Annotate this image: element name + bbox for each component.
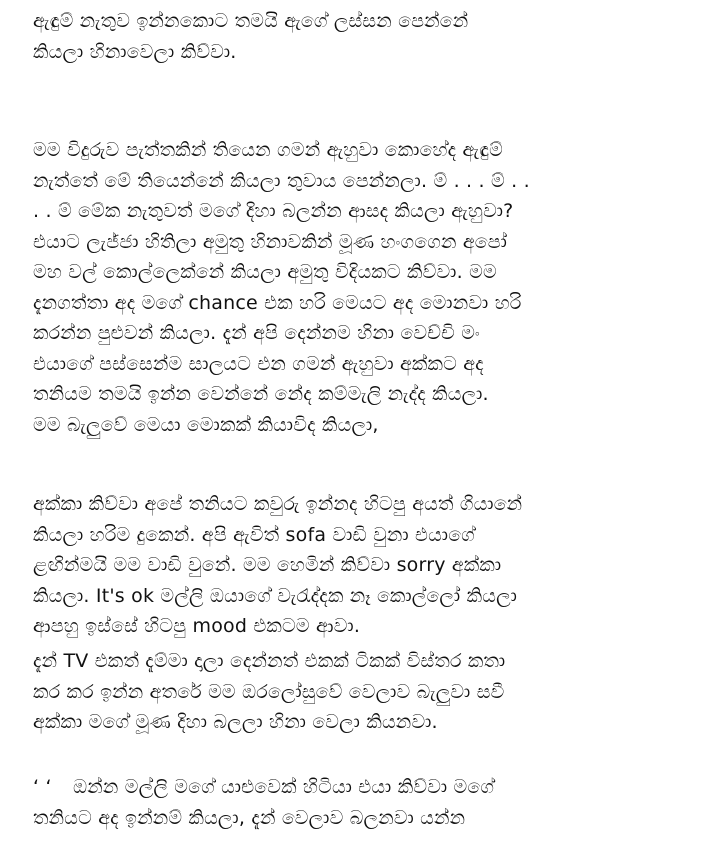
- paragraph-5: [33, 772, 680, 833]
- paragraph-1: [33, 6, 680, 67]
- text-line: [33, 772, 680, 803]
- text-line: මහ වල් කොල්ලෙක්නේ කියලා අමුතු විදියකට කිව්වා. මම: [33, 261, 497, 283]
- paragraph-2: [33, 135, 680, 440]
- text-line: ආපහු ඉස්සේ හිටපු mood එකටම ආවා.: [33, 615, 361, 637]
- text-line: නැත්තේ මේ තියෙන්නේ කියලා තුවාය පෙන්නලා. ම් . . . ම් . .: [33, 169, 530, 192]
- text-line: කරන්න පුළුවන් කියලා. දැන් අපි දෙන්නම හිනා වෙච්චි මං: [33, 322, 480, 344]
- text-line: කර කර ඉන්න අතරේ මම ඔරලෝසුවේ වෙලාව බැලුවා සවී: [33, 680, 505, 703]
- text-line: කියලා. It's ok මල්ලි ඔයාගේ වැරැද්දක නෑ කොල්ලෝ කියලා: [33, 584, 518, 607]
- text-line-content: ඔන්න මල්ලි මගේ යාළුවෙක් හිටියා එයා කිව්වා මගේ: [73, 776, 495, 798]
- text-line: තනියම තමයි ඉන්න වෙන්නේ නේද කම්මැලි නැද්ද කියලා.: [33, 383, 489, 405]
- text-line: මම විදුරුව පැත්තකින් තියෙන ගමන් ඇහුවා කොහේද ඇඳුම්: [33, 139, 503, 161]
- text-line: එයාට ලැජ්ජා හිතිලා අමුතු හිනාවකින් මූණ හංගගෙන අපෝ: [33, 230, 508, 253]
- text-line: ළඟින්මයි මම වාඩි වුනේ. මම හෙමින් කිව්වා sorry අක්කා: [33, 554, 502, 576]
- text-line: . . ම් මේක නැතුවත් මගේ දිහා බලන්න ආසද කියලා ඇහුවා?: [33, 200, 514, 222]
- opening-quote-marks: ‘ ‘: [33, 776, 52, 798]
- text-line: දැනගත්තා අද මගේ chance එක හරි මෙයට අද මොනවා හරි: [33, 291, 522, 314]
- text-line: කියලා හිනාවෙලා කිව්වා.: [33, 40, 237, 63]
- paragraph-4: [33, 646, 680, 738]
- text-line: දැන් TV එකත් දැම්මා දාලා දෙන්නත් එකක් ටිකක් විස්තර කතා: [33, 650, 506, 672]
- text-line: තනියට අද ඉන්නම් කියලා, දැන් වෙලාව බලනවා යන්න: [33, 806, 466, 829]
- text-line: එයාගේ පස්සෙන්ම සාලයට එන ගමන් ඇහුවා අක්කට අද: [33, 352, 484, 375]
- paragraph-3: [33, 489, 680, 642]
- text-line: ඇඳුම් නැතුව ඉන්නකොට තමයි ඇගේ ලස්සන පෙන්නේ: [33, 10, 469, 32]
- text-line: අක්කා කිව්වා අපේ තනියට කවුරු ඉන්නද හිටපු අයත් ගියානේ: [33, 493, 523, 515]
- text-line: අක්කා මගේ මූණ දිහා බලලා හිනා වෙලා කියනවා.: [33, 711, 438, 733]
- text-line: මම බැලුවේ මෙයා මොකක් කියාවිද කියලා,: [33, 413, 379, 436]
- text-line: කියලා හරිම දුකෙන්. අපි ඇවිත් sofa වාඩි වුනා එයාගේ: [33, 523, 475, 546]
